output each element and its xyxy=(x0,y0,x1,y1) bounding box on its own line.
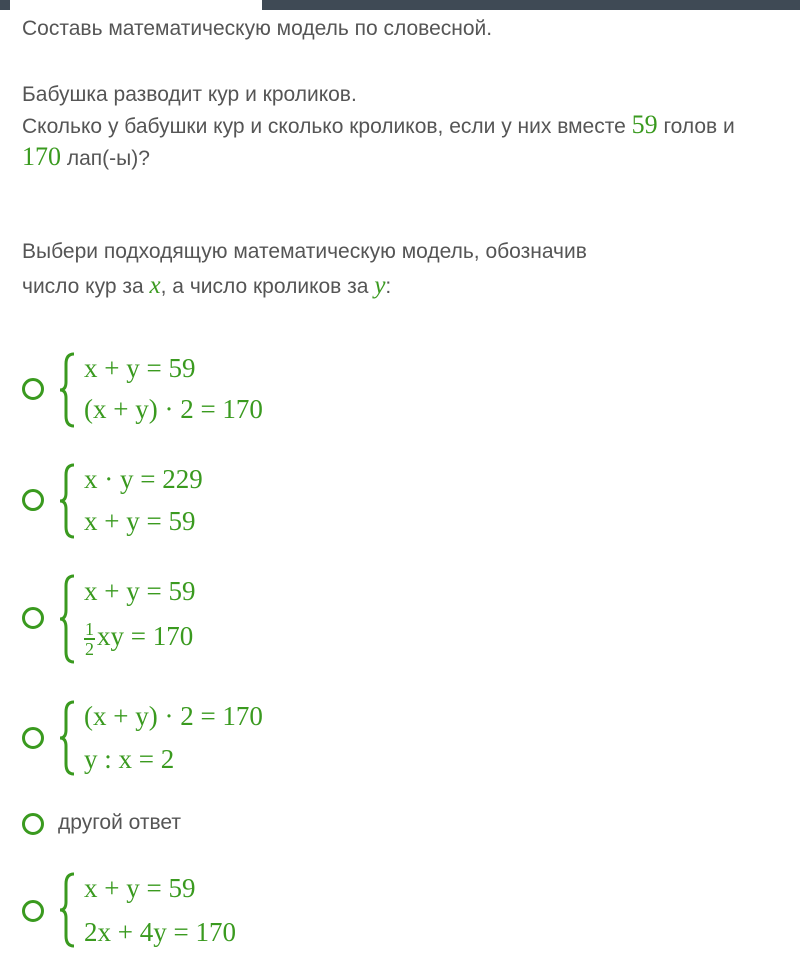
brace-icon xyxy=(58,352,78,428)
option-3-radio[interactable] xyxy=(22,607,44,629)
brace-icon xyxy=(58,574,78,664)
option-5-radio[interactable] xyxy=(22,813,44,835)
option-1-equation-1: x + y = 59 xyxy=(84,353,196,383)
problem-text: лап(-ы)? xyxy=(61,147,150,170)
variable-y: y xyxy=(374,272,386,299)
heads-number: 59 xyxy=(631,110,658,139)
top-bar-right-segment xyxy=(262,0,800,10)
choose-text: : xyxy=(385,275,392,298)
top-bar-left-segment xyxy=(0,0,10,10)
problem-line-3 xyxy=(22,142,150,174)
option-6-equation-1: x + y = 59 xyxy=(84,873,196,903)
fraction-denominator: 2 xyxy=(85,639,94,659)
option-4-equation-2: y : x = 2 xyxy=(84,744,175,774)
legs-number: 170 xyxy=(22,142,61,171)
brace-icon xyxy=(58,463,78,539)
top-bar xyxy=(0,0,800,10)
option-1-radio[interactable] xyxy=(22,378,44,400)
choose-text: число кур за xyxy=(22,275,150,298)
equation-text: xy = 170 xyxy=(97,621,194,652)
option-4-equation-1: (x + y) · 2 = 170 xyxy=(84,701,263,731)
choose-line-1: Выбери подходящую математическую модель, обозначив xyxy=(22,240,587,263)
problem-text: Сколько у бабушки кур и сколько кроликов, если у них вместе xyxy=(22,115,632,138)
brace-icon xyxy=(58,700,78,776)
option-2-radio[interactable] xyxy=(22,489,44,511)
option-1-equation-2: (x + y) · 2 = 170 xyxy=(84,394,263,424)
instruction-text: Составь математическую модель по словесной. xyxy=(22,17,493,40)
option-2-equation-1: x · y = 229 xyxy=(84,464,203,494)
option-6-equation-2: 2x + 4y = 170 xyxy=(84,917,236,947)
option-3-equation-1: x + y = 59 xyxy=(84,576,196,606)
problem-line-2 xyxy=(22,110,735,142)
variable-x: x xyxy=(149,272,161,299)
option-2-equation-2: x + y = 59 xyxy=(84,506,196,536)
problem-text: голов и xyxy=(657,115,735,138)
option-3-equation-2 xyxy=(84,620,193,658)
option-5-label[interactable]: другой ответ xyxy=(58,811,181,834)
brace-icon xyxy=(58,872,78,948)
fraction-numerator: 1 xyxy=(85,619,94,639)
choose-text: , а число кроликов за xyxy=(160,275,375,298)
option-6-radio[interactable] xyxy=(22,900,44,922)
option-4-radio[interactable] xyxy=(22,727,44,749)
problem-line-1: Бабушка разводит кур и кроликов. xyxy=(22,83,357,106)
choose-line-2 xyxy=(22,271,391,302)
fraction-one-half xyxy=(84,620,95,658)
